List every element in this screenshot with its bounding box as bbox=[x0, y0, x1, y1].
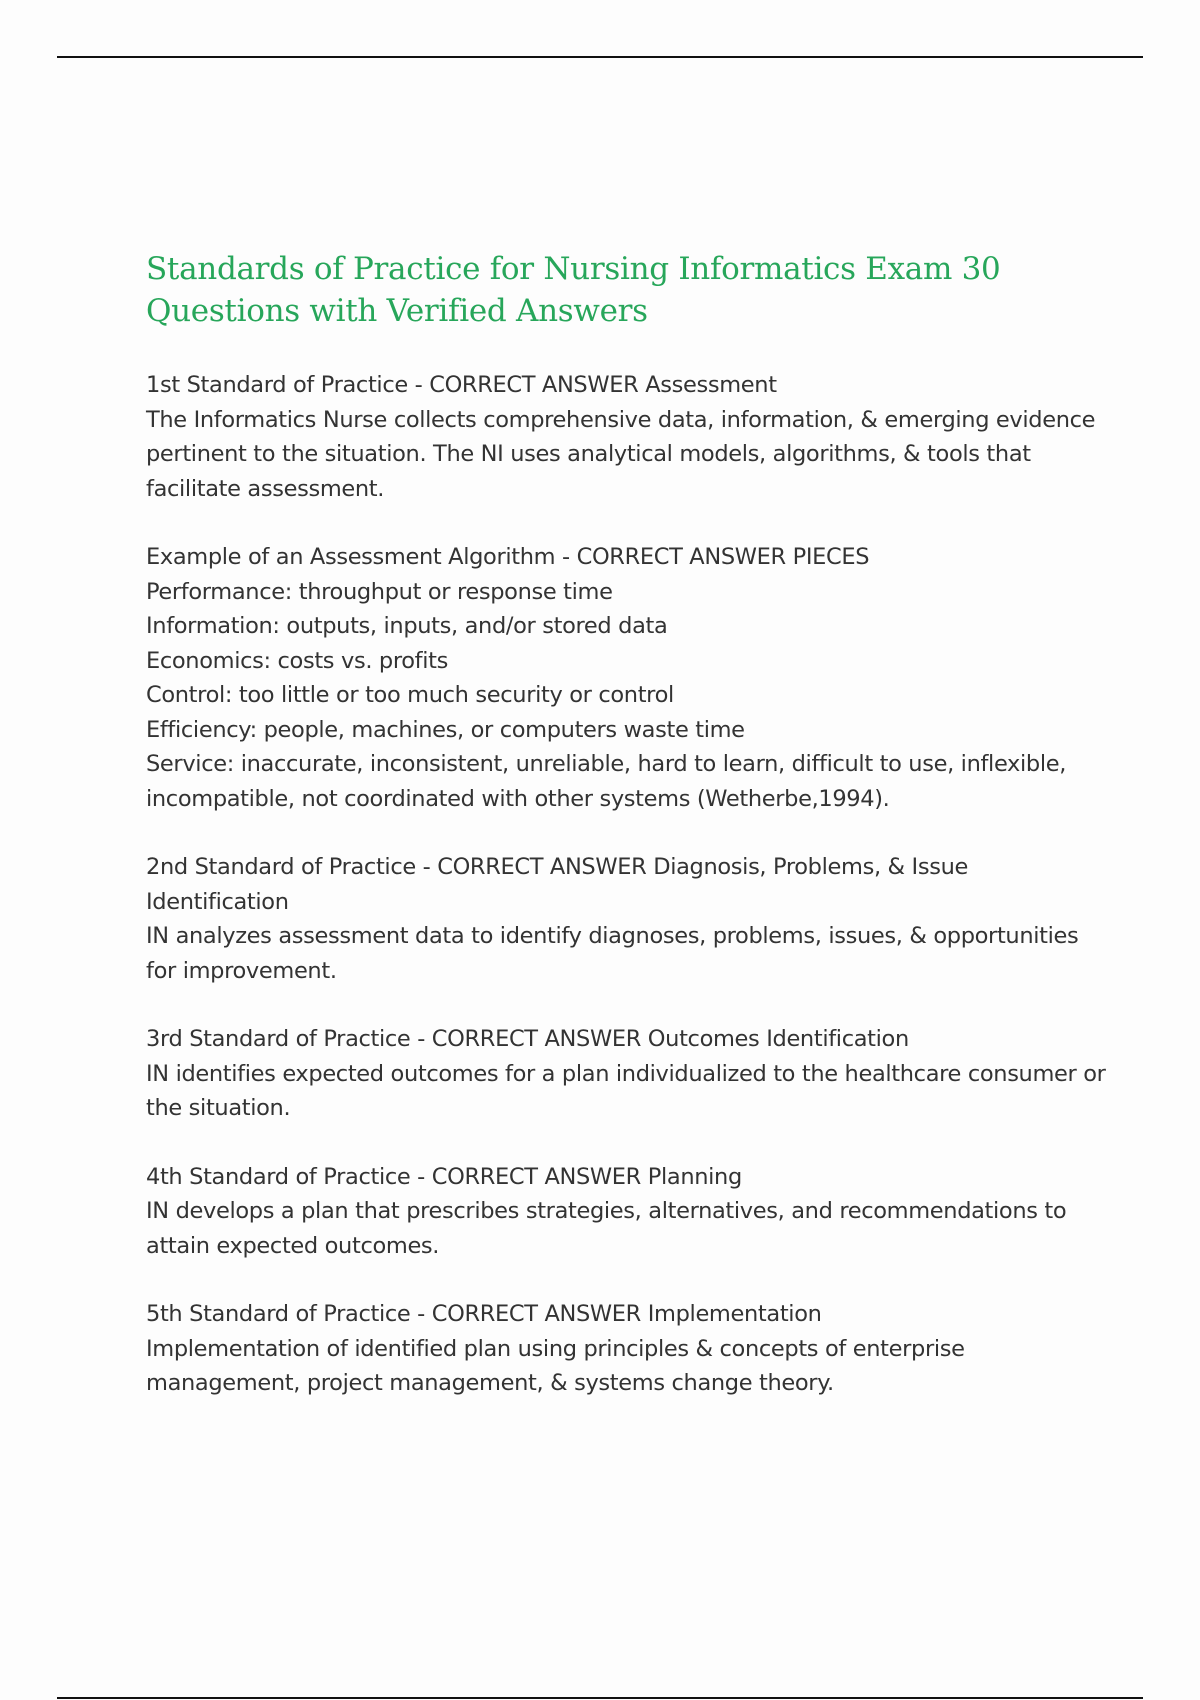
question-line: 3rd Standard of Practice - CORRECT ANSWER Outcomes Identification bbox=[146, 1026, 909, 1052]
footer-rule bbox=[57, 1697, 1143, 1699]
answer-line: Implementation of identified plan using principles & concepts of enterprise management, project management, & systems change theory. bbox=[146, 1335, 972, 1396]
question-line: 1st Standard of Practice - CORRECT ANSWER Assessment bbox=[146, 372, 777, 398]
qa-entry bbox=[146, 1160, 1106, 1264]
qa-entry bbox=[146, 540, 1106, 816]
answer-line: Information: outputs, inputs, and/or stored data bbox=[146, 613, 668, 639]
document-body bbox=[146, 248, 1113, 1435]
answer-line: Service: inaccurate, inconsistent, unreliable, hard to learn, difficult to use, inflexible, incompatible, not coordinated with other systems (Wetherbe,1994). bbox=[146, 751, 1073, 812]
qa-entry bbox=[146, 1297, 1106, 1401]
answer-line: Performance: throughput or response time bbox=[146, 578, 613, 605]
question-line: 2nd Standard of Practice - CORRECT ANSWER Diagnosis, Problems, & Issue Identification bbox=[146, 854, 975, 915]
answer-line: Economics: costs vs. profits bbox=[146, 647, 448, 674]
answer-line: IN identifies expected outcomes for a plan individualized to the healthcare consumer or the situation. bbox=[146, 1060, 1113, 1121]
question-line: Example of an Assessment Algorithm - CORRECT ANSWER PIECES bbox=[146, 544, 870, 570]
answer-line: IN develops a plan that prescribes strategies, alternatives, and recommendations to attain expected outcomes. bbox=[146, 1198, 1074, 1259]
answer-line: IN analyzes assessment data to identify diagnoses, problems, issues, & opportunities for improvement. bbox=[146, 923, 1086, 984]
qa-entry bbox=[146, 1022, 1113, 1126]
document-title: Standards of Practice for Nursing Informatics Exam 30 Questions with Verified Answers bbox=[146, 251, 1001, 329]
qa-entry bbox=[146, 850, 1106, 988]
qa-entry bbox=[146, 368, 1106, 506]
answer-line: The Informatics Nurse collects comprehensive data, information, & emerging evidence pertinent to the situation. The NI uses analytical models, algorithms, & tools that facilitate assessment. bbox=[146, 406, 1102, 502]
answer-line: Control: too little or too much security or control bbox=[146, 682, 674, 708]
header-rule bbox=[57, 56, 1143, 58]
question-line: 5th Standard of Practice - CORRECT ANSWER Implementation bbox=[146, 1301, 822, 1327]
question-line: 4th Standard of Practice - CORRECT ANSWER Planning bbox=[146, 1163, 742, 1190]
answer-line: Efficiency: people, machines, or computers waste time bbox=[146, 716, 745, 743]
